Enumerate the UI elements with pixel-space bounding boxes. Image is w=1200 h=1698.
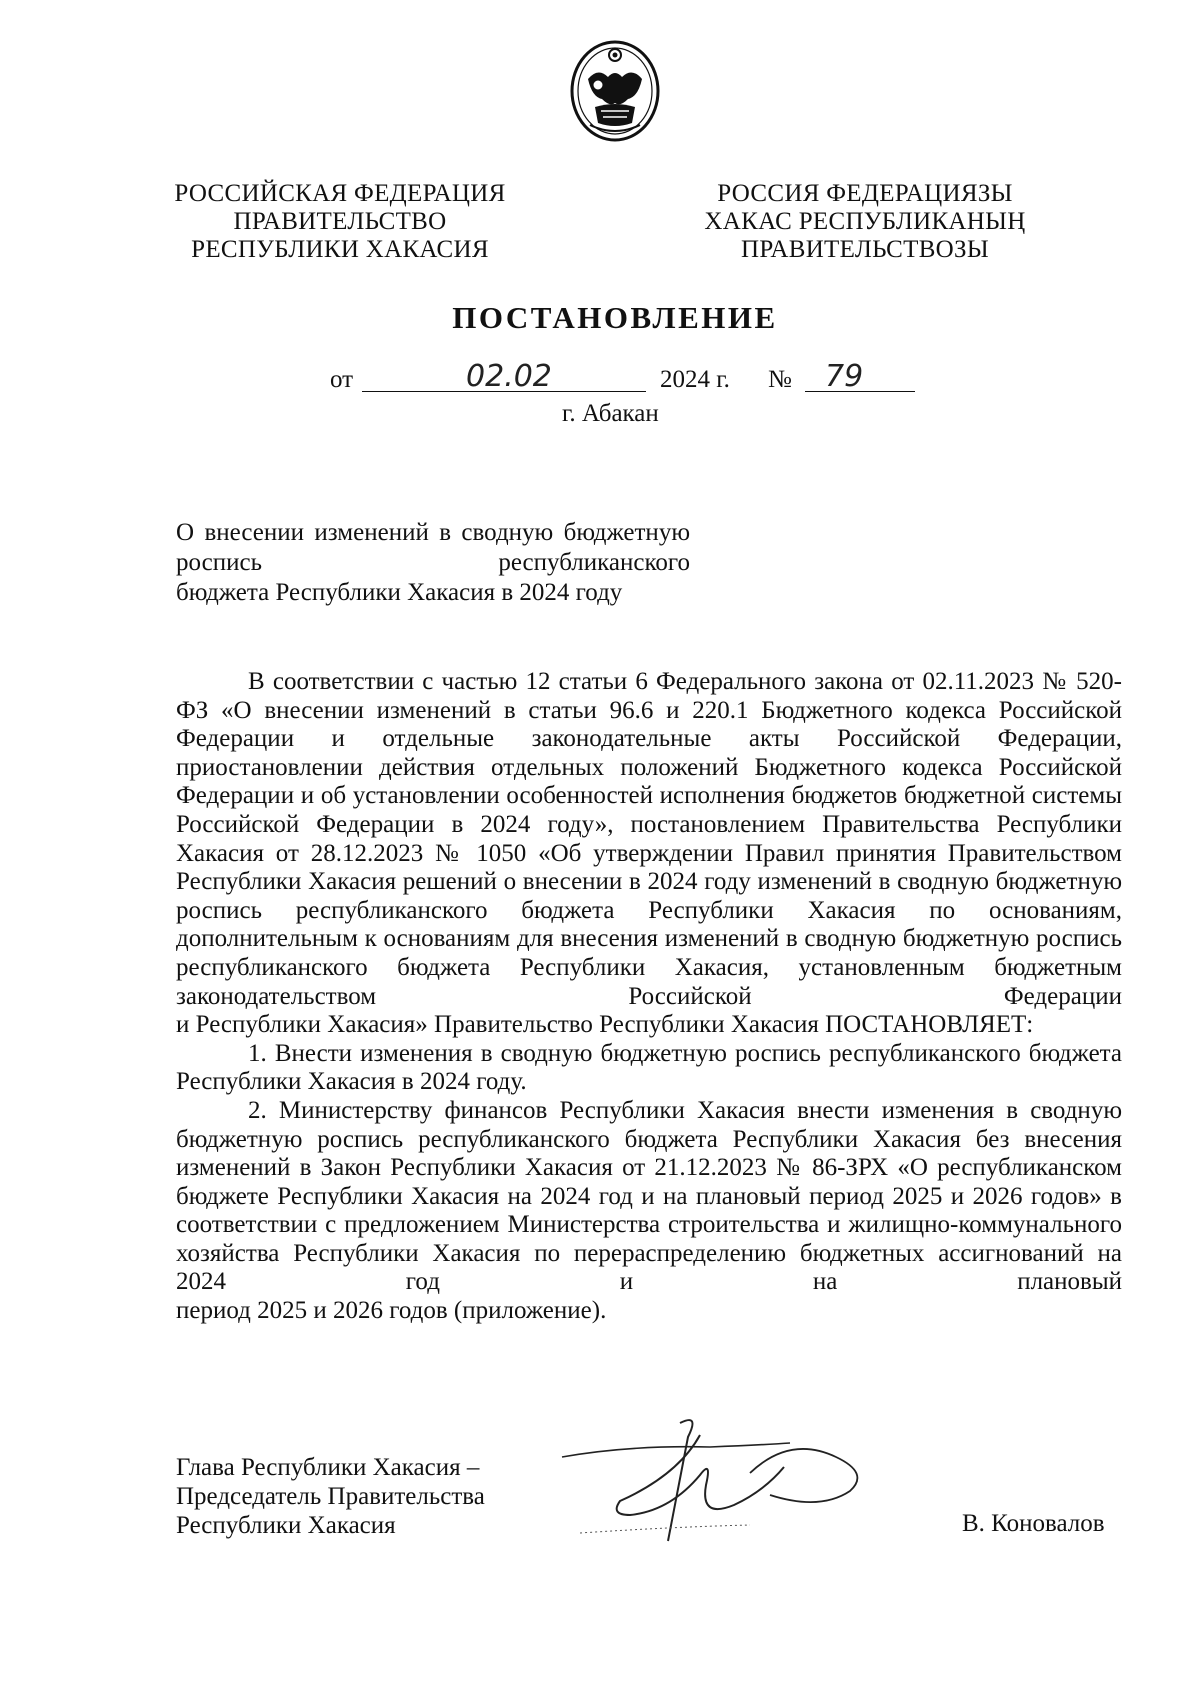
document-body — [176, 668, 1122, 1326]
header-right-line: РОССИЯ ФЕДЕРАЦИЯЗЫ — [717, 180, 1013, 207]
document-title: ПОСТАНОВЛЕНИЕ — [452, 300, 778, 335]
signatory-position-line: Председатель Правительства — [176, 1483, 485, 1510]
body-item-2: 2. Министерству финансов Республики Хакасия внести изменения в сводную бюджетную роспись республиканского бюджета Республики Хакасия без внесения изменений в Закон Республики Хакасия от 21.12.2023 № 86-ЗРХ «О республиканском бюджете Республики Хакасия на 2024 год и на плановый период 2025 и 2026 годов» в соответствии с предложением Министерства строительства и жилищно-коммунального хозяйства Республики Хакасия по перераспределению бюджетных ассигнований на 2024 год и на плановый — [176, 1096, 1122, 1296]
signatory-position-line: Глава Республики Хакасия – — [176, 1454, 480, 1481]
subject-line: бюджета Республики Хакасия в 2024 году — [176, 579, 623, 606]
header-right-line: ПРАВИТЕЛЬСТВОЗЫ — [741, 236, 989, 263]
handwritten-date: 02.02 — [466, 359, 552, 394]
year-text: 2024 г. — [660, 366, 730, 393]
date-prefix: от — [330, 366, 354, 393]
header-left-line: РОССИЙСКАЯ ФЕДЕРАЦИЯ — [174, 180, 506, 207]
signatory-position — [176, 1453, 485, 1540]
coat-of-arms-emblem — [568, 37, 662, 143]
handwritten-signature — [550, 1415, 940, 1555]
date-number-line — [330, 359, 930, 398]
header-right-line: ХАКАС РЕСПУБЛИКАНЫҢ — [704, 208, 1026, 235]
body-preamble-end: и Республики Хакасия» Правительство Республики Хакасия ПОСТАНОВЛЯЕТ: — [176, 1011, 1034, 1039]
signatory-name: В. Коновалов — [962, 1510, 1105, 1537]
city-label: г. Абакан — [562, 400, 659, 427]
number-sign: № — [768, 366, 792, 393]
body-preamble: В соответствии с частью 12 статьи 6 Федерального закона от 02.11.2023 № 520-ФЗ «О внесении изменений в статьи 96.6 и 220.1 Бюджетного кодекса Российской Федерации и отдельные законодательные акты Российской Федерации, приостановлении действия отдельных положений Бюджетного кодекса Российской Федерации и об установлении особенностей исполнения бюджетов бюджетной системы Российской Федерации в 2024 году», постановлением Правительства Республики Хакасия от 28.12.2023 № 1050 «Об утверждении Правил принятия Правительством Республики Хакасия решений о внесении в 2024 году изменений в сводную бюджетную роспись республиканского бюджета Республики Хакасия по основаниям, дополнительным к основаниям для внесения изменений в сводную бюджетную роспись республиканского бюджета Республики Хакасия, установленным бюджетным законодательством Российской Федерации — [176, 668, 1122, 1010]
body-item-1: 1. Внести изменения в сводную бюджетную роспись республиканского бюджета Республики Хакасия в 2024 году. — [176, 1039, 1122, 1096]
header-left-line: ПРАВИТЕЛЬСТВО — [233, 208, 447, 235]
header-left-block — [160, 180, 520, 264]
signatory-position-line: Республики Хакасия — [176, 1512, 396, 1539]
document-subject — [176, 518, 690, 608]
subject-line: О внесении изменений в сводную бюджетную роспись республиканского — [176, 519, 690, 576]
header-right-block — [690, 180, 1040, 264]
header-left-line: РЕСПУБЛИКИ ХАКАСИЯ — [191, 236, 489, 263]
body-item-2-end: период 2025 и 2026 годов (приложение). — [176, 1297, 607, 1325]
handwritten-number: 79 — [825, 359, 864, 394]
